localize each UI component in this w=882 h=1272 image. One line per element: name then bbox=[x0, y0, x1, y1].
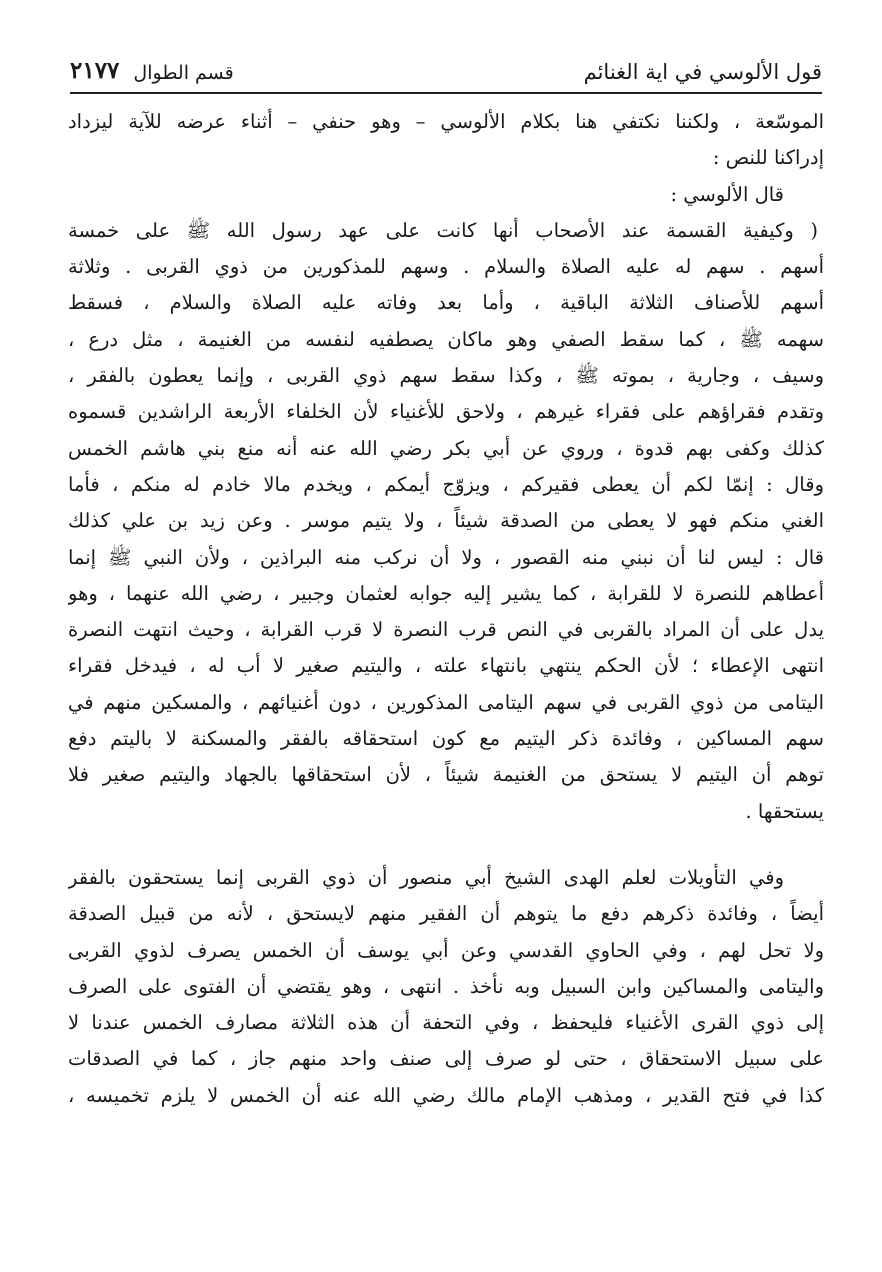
text-line: كذا في فتح القدير ، ومذهب الإمام مالك رضي الله عنه أن الخمس لا يلزم تخميسه ، bbox=[68, 1083, 824, 1107]
text-line: الموسّعة ، ولكننا نكتفي هنا بكلام الألوسي – وهو حنفي – أثناء عرضه للآية ليزداد bbox=[68, 110, 824, 133]
text-line: يدل على أن المراد بالقربى في النص قرب النصرة لا قرب القرابة ، وحيث انتهت النصرة bbox=[68, 618, 824, 642]
running-header-section: قسم الطوال bbox=[133, 62, 234, 84]
text-line: وسيف ، وجارية ، بموته ﷺ ، وكذا سقط سهم ذوي القربى ، وإنما يعطون بالفقر ، bbox=[68, 364, 824, 388]
text-line: أعطاهم للنصرة لا للقرابة ، كما يشير إليه جوابه لعثمان وجبير ، رضي الله عنهما ، وهو bbox=[68, 581, 824, 605]
quoted-paragraph bbox=[68, 213, 824, 830]
running-header-title: قول الألوسي في اية الغنائم bbox=[583, 60, 822, 84]
text-line: على سبيل الاستحقاق ، حتى لو صرف إلى صنف واحد منهم جاز ، كما في الصدقات bbox=[68, 1047, 824, 1071]
text-line: إلى ذوي القرى الأغنياء فليحفظ ، وفي التحفة أن هذه الثلاثة مصارف الخمس عندنا لا bbox=[68, 1011, 824, 1035]
page-number: ٢١٧٧ bbox=[70, 57, 120, 84]
text-line: أسهم للأصناف الثلاثة الباقية ، وأما بعد وفاته عليه الصلاة والسلام ، فسقط bbox=[68, 291, 824, 315]
running-header bbox=[70, 40, 822, 84]
second-paragraph bbox=[68, 860, 824, 1114]
text-line: سهمه ﷺ ، كما سقط الصفي وهو ماكان يصطفيه لنفسه من الغنيمة ، مثل درع ، bbox=[68, 327, 824, 351]
text-line: وتقدم فقراؤهم على فقراء غيرهم ، ولاحق للأغنياء لأن الخلفاء الأربعة الراشدين قسموه bbox=[68, 400, 824, 424]
text-line: إدراكنا للنص : bbox=[712, 146, 824, 170]
text-line: أيضاً ، وفائدة ذكرهم دفع ما يتوهم أن الفقير منهم لايستحق ، لأنه من قبيل الصدقة bbox=[68, 902, 824, 926]
intro-paragraph bbox=[68, 104, 824, 177]
text-line: يستحقها . bbox=[745, 799, 824, 823]
text-line: ولا تحل لهم ، وفي الحاوي القدسي وعن أبي يوسف أن الخمس يصرف لذوي القربى bbox=[68, 938, 824, 962]
running-header-section-group bbox=[70, 57, 234, 84]
text-line: الغني منكم فهو لا يعطى من الصدقة شيئاً ، ولا يتيم موسر . وعن زيد بن علي كذلك bbox=[68, 509, 824, 533]
text-line: اليتامى من ذوي القربى في سهم اليتامى المذكورين ، دون أغنيائهم ، والمسكين منهم في bbox=[68, 690, 824, 714]
text-line: سهم المساكين ، وفائدة ذكر اليتيم مع كون استحقاقه بالفقر والمسكنة لا باليتم دفع bbox=[68, 727, 824, 751]
text-line: وقال : إنمّا لكم أن يعطى فقيركم ، ويزوّج أيمكم ، ويخدم مالا خادم له منكم ، فأما bbox=[68, 472, 824, 496]
text-line: كذلك وكفى بهم قدوة ، وروي عن أبي بكر رضي الله عنه أنه منع بني هاشم الخمس bbox=[68, 436, 824, 460]
body-text bbox=[68, 104, 824, 1114]
text-line: توهم أن اليتيم لا يستحق من الغنيمة شيئاً ، لأن استحقاقها بالجهاد واليتيم صغير فلا bbox=[68, 763, 824, 787]
text-line: وفي التأويلات لعلم الهدى الشيخ أبي منصور أن ذوي القربى إنما يستحقون بالفقر bbox=[68, 865, 784, 889]
text-line: انتهى الإعطاء ؛ لأن الحكم ينتهي بانتهاء علته ، واليتيم صغير لا أب له ، فيدخل فقراء bbox=[68, 654, 824, 678]
paragraph-spacer bbox=[68, 830, 824, 860]
text-line: قال : ليس لنا أن نبني منه القصور ، ولا أن نركب منه البراذين ، ولأن النبي ﷺ إنما bbox=[68, 545, 824, 569]
header-divider bbox=[70, 92, 822, 94]
quote-attribution: قال الألوسي : bbox=[670, 182, 784, 206]
text-line: أسهم . سهم له عليه الصلاة والسلام . وسهم للمذكورين من ذوي القربى . وثلاثة bbox=[68, 255, 824, 279]
text-line: واليتامى والمساكين وابن السبيل وبه نأخذ . انتهى ، وهو يقتضي أن الفتوى على الصرف bbox=[68, 974, 824, 998]
text-line: ( وكيفية القسمة عند الأصحاب أنها كانت على عهد رسول الله ﷺ على خمسة bbox=[68, 218, 818, 242]
